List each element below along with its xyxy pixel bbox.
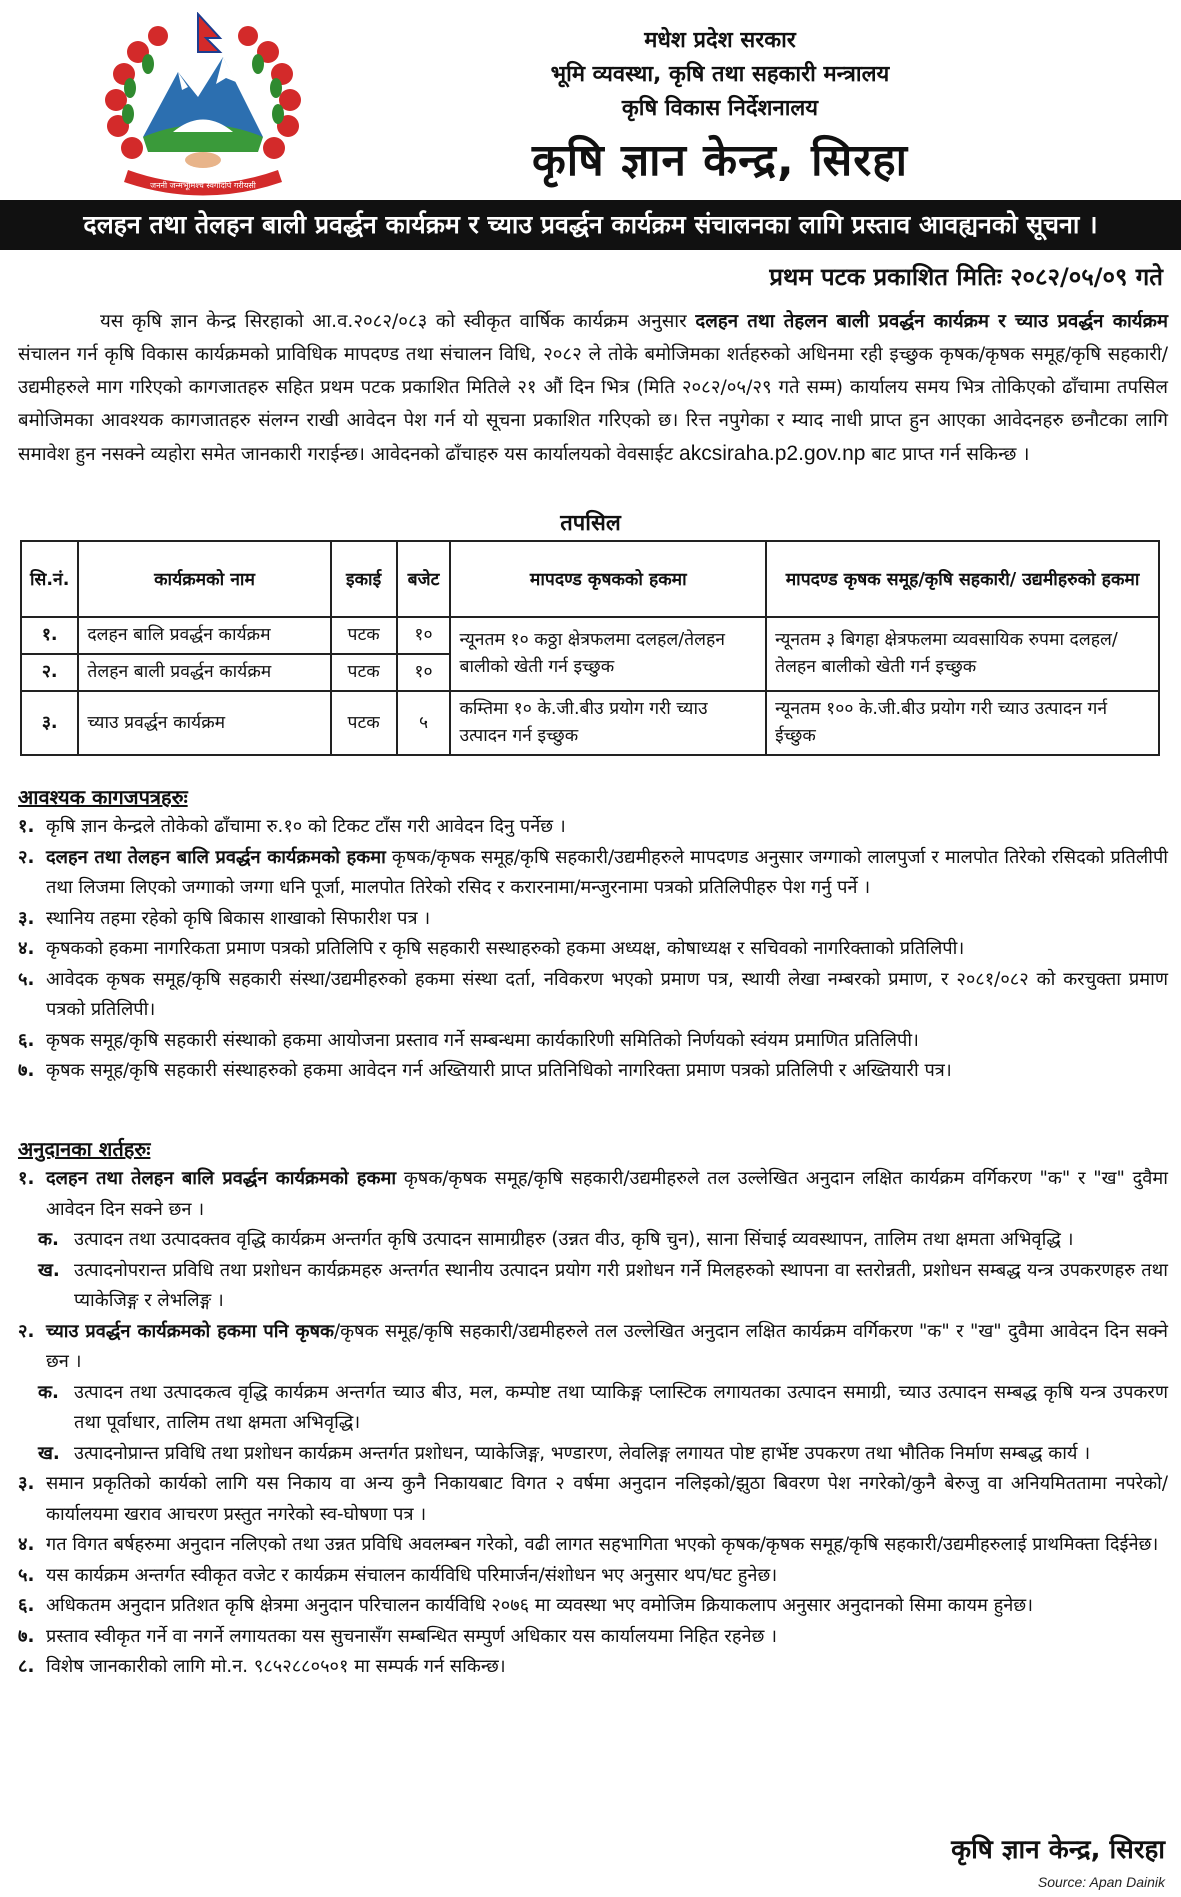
row-budget: १०	[397, 617, 451, 654]
col-program-name: कार्यक्रमको नाम	[78, 541, 330, 617]
list-item	[18, 1622, 1168, 1653]
list-item	[18, 812, 1168, 843]
item-bold: च्याउ प्रवर्द्धन कार्यक्रमको हकमा पनि कृषक	[46, 1320, 334, 1342]
list-item	[18, 1561, 1168, 1592]
criteria-group-oil-pulse: न्यूनतम ३ बिगहा क्षेत्रफलमा व्यवसायिक रुपमा दलहल/तेलहन बालीको खेती गर्न इच्छुक	[766, 617, 1159, 691]
publication-date: प्रथम पटक प्रकाशित मितिः २०८२/०५/०९ गते	[769, 263, 1163, 291]
item-number: ६.	[18, 1595, 35, 1616]
list-item	[18, 1317, 1168, 1378]
sub-number: ख.	[38, 1259, 60, 1281]
sub-text: उत्पादनोप्रान्त प्रविधि तथा प्रशोधन कार्यक्रम अन्तर्गत प्रशोधन, प्याकेजिङ्ग, भण्डारण, लेवलिङ्ग लगायत पोष्ट हार्भेष्ट उपकरण तथा भौतिक निर्माण सम्बद्ध कार्य ।	[74, 1442, 1091, 1464]
intro-text-3: बाट प्राप्त गर्न सकिन्छ ।	[865, 444, 1030, 465]
item-text: कृषकको हकमा नागरिकता प्रमाण पत्रको प्रतिलिपि र कृषि सहकारी सस्थाहरुको हकमा अध्यक्ष, कोषाध्यक्ष र सचिवको नागरिक्ताको प्रतिलिपी।	[46, 938, 965, 959]
list-item	[18, 1652, 1168, 1683]
item-text: गत विगत बर्षहरुमा अनुदान नलिएको तथा उन्नत प्रविधि अवलम्बन गरेको, वढी लागत सहभागिता भएको कृषक/कृषक समूह/कृषि सहकारी/उद्यमीहरुलाई प्राथमिक्ता दिईनेछ।	[46, 1534, 1159, 1555]
list-item	[18, 1469, 1168, 1530]
item-text: विशेष जानकारीको लागि मो.न. ९८५२८८०५०१ मा सम्पर्क गर्न सकिन्छ।	[46, 1656, 506, 1677]
nepal-emblem-icon	[98, 12, 308, 197]
list-item	[18, 1164, 1168, 1225]
intro-text-2: संचालन गर्न कृषि विकास कार्यक्रमको प्राविधिक मापदण्ड तथा संचालन विधि, २०८२ ले तोके बमोजिमका शर्तहरुको अधिनमा रही इच्छुक कृषक/कृषक समूह/कृषि सहकारी/उद्यमीहरुले माग गरिएको कागजातहरु सहित प्रथम पटक प्रकाशित मितिले २१ औं दिन भित्र (मिति २०८२/०५/२९ गते सम्म) कार्यालय समय भित्र तोकिएको ढाँचामा तपसिल बमोजिमका आवश्यक कागजातहरु संलग्न राखी आवेदन पेश गर्न यो सूचना प्रकाशित गरिएको छ। रित्त नपुगेका र म्याद नाधी प्राप्त हुन आएका आवेदनहरु छनौटका लागि समावेश हुन नसक्ने व्यहोरा समेत जानकारी गराईन्छ। आवेदनको ढाँचाहरु यस कार्यालयको वेवसाईट	[18, 344, 1168, 465]
item-number: ७.	[18, 1060, 35, 1081]
row-budget: १०	[397, 654, 451, 691]
intro-text-1: यस कृषि ज्ञान केन्द्र सिरहाको आ.व.२०८२/०८३ को स्वीकृत वार्षिक कार्यक्रम अनुसार	[100, 311, 696, 332]
col-budget: बजेट	[397, 541, 451, 617]
item-text: अधिकतम अनुदान प्रतिशत कृषि क्षेत्रमा अनुदान परिचालन कार्यविधि २०७६ मा व्यवस्था भए वमोजिम क्रियाकलाप अनुसार अनुदानको सिमा कायम हुनेछ।	[46, 1595, 1033, 1616]
signature: कृषि ज्ञान केन्द्र, सिरहा	[951, 1835, 1165, 1865]
item-number: ५.	[18, 1564, 35, 1586]
sub-item	[18, 1378, 1168, 1439]
sub-number: क.	[38, 1229, 59, 1250]
item-number: ६.	[18, 1029, 35, 1051]
program-table	[20, 540, 1160, 756]
directorate-name: कृषि विकास निर्देशनालय	[621, 96, 819, 121]
list-item	[18, 934, 1168, 965]
item-number: ५.	[18, 968, 35, 990]
item-body: कृषक/कृषक समूह/कृषि सहकारी/उद्यमीहरुले तल उल्लेखित अनुदान लक्षित कार्यक्रम वर्गिकरण "क" र "ख" दुवैमा आवेदन दिन सक्ने छन ।	[46, 1168, 1168, 1220]
table-title: तपसिल	[560, 511, 621, 536]
criteria-farmer-mushroom: कम्तिमा १० के.जी.बीउ प्रयोग गरी च्याउ उत्पादन गर्न इच्छुक	[450, 691, 766, 755]
row-unit: पटक	[331, 617, 397, 654]
item-number: २.	[18, 1320, 35, 1342]
ministry-name: भूमि व्यवस्था, कृषि तथा सहकारी मन्त्रालय	[550, 62, 890, 87]
row-unit: पटक	[331, 654, 397, 691]
sub-text: उत्पादनोपरान्त प्रविधि तथा प्रशोधन कार्यक्रमहरु अन्तर्गत स्थानीय उत्पादन प्रयोग गरी प्रशोधन गर्ने मिलहरुको स्थापना वा स्तरोन्नती, प्रशोधन सम्बद्ध यन्त्र उपकरणहरु तथा प्याकेजिङ्ग र लेभलिङ्ग ।	[74, 1259, 1168, 1311]
intro-paragraph	[18, 305, 1168, 471]
sub-text: उत्पादन तथा उत्पादक्तव वृद्धि कार्यक्रम अन्तर्गत कृषि उत्पादन सामाग्रीहरु (उन्नत वीउ, कृषि चुन), साना सिंचाई व्यवस्थापन, तालिम तथा क्षमता अभिवृद्धि ।	[74, 1229, 1074, 1250]
list-item	[18, 843, 1168, 904]
item-number: १.	[18, 1168, 35, 1189]
item-number: १.	[18, 816, 35, 837]
list-item	[18, 1591, 1168, 1622]
notice-title: दलहन तथा तेलहन बाली प्रवर्द्धन कार्यक्रम र च्याउ प्रवर्द्धन कार्यक्रम संचालनका लागि प्रस्ताव आवह्यनको सूचना ।	[0, 200, 1181, 250]
website-link[interactable]: akcsiraha.p2.gov.np	[679, 442, 866, 465]
row-sn: ३.	[21, 691, 78, 755]
col-criteria-farmer: मापदण्ड कृषकको हकमा	[450, 541, 766, 617]
col-sn: सि.नं.	[21, 541, 78, 617]
government-name: मधेश प्रदेश सरकार	[644, 28, 796, 53]
table-row	[21, 691, 1159, 755]
office-name: कृषि ज्ञान केन्द्र, सिरहा	[532, 135, 908, 186]
row-program-name: च्याउ प्रवर्द्धन कार्यक्रम	[78, 691, 330, 755]
sub-item	[18, 1256, 1168, 1317]
header-block	[420, 24, 1020, 126]
intro-bold: दलहन तथा तेहलन बाली प्रवर्द्धन कार्यक्रम र च्याउ प्रवर्द्धन कार्यक्रम	[695, 311, 1168, 332]
item-number: ३.	[18, 1473, 35, 1494]
criteria-group-mushroom: न्यूनतम १०० के.जी.बीउ प्रयोग गरी च्याउ उत्पादन गर्न ईच्छुक	[766, 691, 1159, 755]
item-text: कृषि ज्ञान केन्द्रले तोकेको ढाँचामा रु.१० को टिकट टाँस गरी आवेदन दिनु पर्नेछ ।	[46, 816, 566, 837]
list-item	[18, 1026, 1168, 1057]
documents-list	[18, 812, 1168, 1087]
item-text	[46, 1164, 1168, 1225]
item-text	[46, 843, 1168, 904]
sub-item	[18, 1225, 1168, 1256]
item-body: कृषक/कृषक समूह/कृषि सहकारी/उद्यमीहरुले मापदणड अनुसार जग्गाको लालपुर्जा र मालपोत तिरेको रसिदको प्रतिलीपी तथा लिजमा लिएको जग्गाको जग्गा धनि पूर्जा, मालपोत तिरेको रसिद र करारनामा/मन्जुरनामा पत्रको प्रतिलिपीहरु पेश गर्नु पर्ने ।	[46, 846, 1168, 898]
sub-number: क.	[38, 1381, 59, 1403]
row-budget: ५	[397, 691, 451, 755]
col-criteria-group: मापदण्ड कृषक समूह/कृषि सहकारी/ उद्यमीहरुको हकमा	[766, 541, 1159, 617]
item-text: समान प्रकृतिको कार्यको लागि यस निकाय वा अन्य कुनै निकायबाट विगत २ वर्षमा अनुदान नलिइको/झुठा बिवरण पेश नगरेको/कुनै बेरुजु वा अनियमिततामा नपरेको/कार्यालयमा खराव आचरण प्रस्तुत नगरेको स्व-घोषणा पत्र ।	[46, 1473, 1168, 1525]
sub-item	[18, 1439, 1168, 1470]
source-credit: Source: Apan Dainik	[1037, 1874, 1165, 1890]
list-item	[18, 1530, 1168, 1561]
item-text: आवेदक कृषक समूह/कृषि सहकारी संस्था/उद्यमीहरुको हकमा संस्था दर्ता, नविकरण भएको प्रमाण पत्र, स्थायी लेखा नम्बरको प्रमाण, र २०८१/०८२ को करचुक्ता प्रमाण पत्रको प्रतिलिपी।	[46, 968, 1168, 1020]
list-item	[18, 904, 1168, 935]
item-text: कृषक समूह/कृषि सहकारी संस्थाको हकमा आयोजना प्रस्ताव गर्ने सम्बन्धमा कार्यकारिणी समितिको निर्णयको स्वंयम प्रमाणित प्रतिलिपी।	[46, 1029, 919, 1051]
item-text	[46, 1317, 1168, 1378]
list-item	[18, 965, 1168, 1026]
item-number: ७.	[18, 1625, 35, 1647]
item-text: यस कार्यक्रम अन्तर्गत स्वीकृत वजेट र कार्यक्रम संचालन कार्यविधि परिमार्जन/संशोधन भए अनुसार थप/घट हुनेछ।	[46, 1564, 778, 1586]
row-sn: १.	[21, 617, 78, 654]
sub-text: उत्पादन तथा उत्पादकत्व वृद्धि कार्यक्रम अन्तर्गत च्याउ बीउ, मल, कम्पोष्ट तथा प्याकिङ्ग प्लास्टिक लगायतका उत्पादन समाग्री, च्याउ उत्पादन सम्बद्ध कृषि यन्त्र उपकरण तथा पूर्वाधार, तालिम तथा क्षमता अभिवृद्धि।	[74, 1381, 1168, 1433]
emblem-motto: जननी जन्मभूमिश्च स्वर्गादपि गरीयसी	[150, 181, 256, 190]
list-item	[18, 1056, 1168, 1087]
item-body: /कृषक समूह/कृषि सहकारी/उद्यमीहरुले तल उल्लेखित अनुदान लक्षित कार्यक्रम वर्गिकरण "क" र "ख" दुवैमा आवेदन दिन सक्ने छन ।	[46, 1320, 1168, 1372]
col-unit: इकाई	[331, 541, 397, 617]
item-text: स्थानिय तहमा रहेको कृषि बिकास शाखाको सिफारीश पत्र ।	[46, 907, 431, 929]
row-unit: पटक	[331, 691, 397, 755]
conditions-section	[18, 1134, 1168, 1683]
item-number: ८.	[18, 1656, 35, 1677]
row-sn: २.	[21, 654, 78, 691]
documents-section	[18, 782, 1168, 1087]
table-header-row	[21, 541, 1159, 617]
item-number: २.	[18, 846, 35, 868]
table-row	[21, 617, 1159, 654]
row-program-name: दलहन बालि प्रवर्द्धन कार्यक्रम	[78, 617, 330, 654]
item-number: ४.	[18, 938, 35, 959]
item-number: ३.	[18, 907, 35, 929]
item-bold: दलहन तथा तेलहन बालि प्रवर्द्धन कार्यक्रमको हकमा	[46, 846, 386, 868]
conditions-list	[18, 1164, 1168, 1683]
item-text: प्रस्ताव स्वीकृत गर्ने वा नगर्ने लगायतका यस सुचनासँग सम्बन्धित सम्पुर्ण अधिकार यस कार्यालयमा निहित रहनेछ ।	[46, 1625, 778, 1647]
item-bold: दलहन तथा तेलहन बालि प्रवर्द्धन कार्यक्रमको हकमा	[46, 1168, 397, 1189]
conditions-heading: अनुदानका शर्तहरुः	[18, 1137, 151, 1161]
criteria-farmer-oil-pulse: न्यूनतम १० कठ्ठा क्षेत्रफलमा दलहल/तेलहन बालीको खेती गर्न इच्छुक	[450, 617, 766, 691]
documents-heading: आवश्यक कागजपत्रहरुः	[18, 785, 188, 809]
item-number: ४.	[18, 1534, 35, 1555]
item-text: कृषक समूह/कृषि सहकारी संस्थाहरुको हकमा आवेदन गर्न अख्तियारी प्राप्त प्रतिनिधिको नागरिक्ता प्रमाण पत्रको प्रतिलिपी र अख्तियारी पत्र।	[46, 1060, 952, 1081]
sub-number: ख.	[38, 1442, 60, 1464]
row-program-name: तेलहन बाली प्रवर्द्धन कार्यक्रम	[78, 654, 330, 691]
